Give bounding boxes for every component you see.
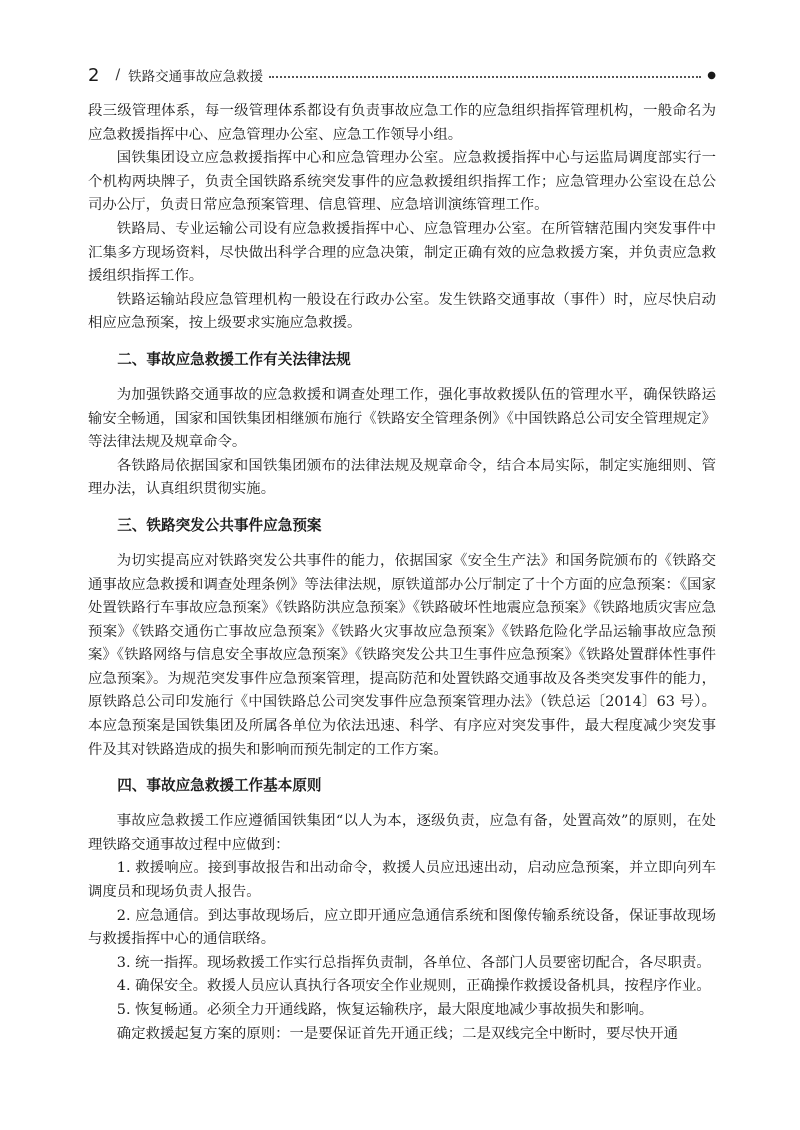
paragraph: 确定救援起复方案的原则：一是要保证首先开通正线；二是双线完全中断时，要尽快开通 [116, 1025, 679, 1042]
bullet-icon: ● [707, 69, 716, 81]
list-item: 5. 恢复畅通。必须全力开通线路，恢复运输秩序，最大限度地减少事故损失和影响。 [116, 1002, 654, 1018]
paragraph: 为切实提高应对铁路突发公共事件的能力，依据国家《安全生产法》和国务院颁布的《铁路交通事故应急救援和调查处理条例》等法律法规，原铁道部办公厅制定了十个方面的应急预案：《国家处置铁路行车事故应急预案》《铁路防洪应急预案》《铁路破坏性地震应急预案》《铁路地质灾害应急预案》《铁路交通伤亡事故应急预案》《铁路火灾事故应急预案》《铁路危险化学品运输事故应急预案》《铁路网络与信息安全事故应急预案》《铁路突发公共卫生事件应急预案》《铁路处置群体性事件应急预案》。为规范突发事件应急预案管理，提高防范和处置铁路交通事故及各类突发事件的能力，原铁路总公司印发施行《中国铁路总公司突发事件应急预案管理办法》（铁总运〔2014〕63 号）。本应急预案是国铁集团及所属各单位为依法迅速、科学、有序应对突发事件，最大程度减少突发事件及其对铁路造成的损失和影响而预先制定的工作方案。 [88, 552, 716, 758]
paragraph: 段三级管理体系，每一级管理体系都设有负责事故应急工作的应急组织指挥管理机构，一般命名为应急救援指挥中心、应急管理办公室、应急工作领导小组。 [88, 103, 716, 143]
list-item: 1. 救援响应。接到事故报告和出动命令，救援人员应迅速出动，启动应急预案，并立即向列车调度员和现场负责人报告。 [88, 860, 716, 901]
list-item: 2. 应急通信。到达事故现场后，应立即开通应急通信系统和图像传输系统设备，保证事故现场与救援指挥中心的通信联络。 [88, 907, 716, 948]
paragraph: 各铁路局依据国家和国铁集团颁布的法律法规及规章命令，结合本局实际，制定实施细则、管理办法，认真组织贯彻实施。 [88, 457, 716, 498]
list-item: 4. 确保安全。救援人员应认真执行各项安全作业规则，正确操作救援设备机具，按程序作业。 [116, 978, 711, 995]
header-title: 铁路交通事故应急救援 [128, 69, 264, 85]
header-separator: / [115, 67, 121, 83]
paragraph: 为加强铁路交通事故的应急救援和调查处理工作，强化事故救援队伍的管理水平，确保铁路运输安全畅通，国家和国铁集团相继颁布施行《铁路安全管理条例》《中国铁路总公司安全管理规定》等法律法规及规章命令。 [88, 386, 716, 451]
paragraph: 事故应急救援工作应遵循国铁集团“以人为本，逐级负责，应急有备，处置高效”的原则，在处理铁路交通事故过程中应做到： [88, 813, 716, 853]
section-heading: 三、铁路突发公共事件应急预案 [117, 516, 322, 534]
paragraph: 铁路局、专业运输公司设有应急救援指挥中心、应急管理办公室。在所管辖范围内突发事件中汇集多方现场资料，尽快做出科学合理的应急决策，制定正确有效的应急救援方案，并负责应急救援组织指挥工作。 [88, 220, 716, 285]
list-item: 3. 统一指挥。现场救援工作实行总指挥负责制，各单位、各部门人员要密切配合，各尽职责。 [116, 954, 711, 971]
paragraph: 铁路运输站段应急管理机构一般设在行政办公室。发生铁路交通事故（事件）时，应尽快启动相应应急预案，按上级要求实施应急救援。 [88, 291, 716, 332]
running-header [88, 62, 716, 88]
page-number: 2 [88, 64, 100, 86]
section-heading: 二、事故应急救援工作有关法律法规 [117, 350, 351, 368]
paragraph: 国铁集团设立应急救援指挥中心和应急管理办公室。应急救援指挥中心与运监局调度部实行一个机构两块牌子，负责全国铁路系统突发事件的应急救援组织指挥工作；应急管理办公室设在总公司办公厅，负责日常应急预案管理、信息管理、应急培训演练管理工作。 [88, 150, 716, 214]
section-heading: 四、事故应急救援工作基本原则 [117, 777, 322, 795]
dotted-leader [269, 76, 701, 78]
body-text [88, 100, 716, 1046]
